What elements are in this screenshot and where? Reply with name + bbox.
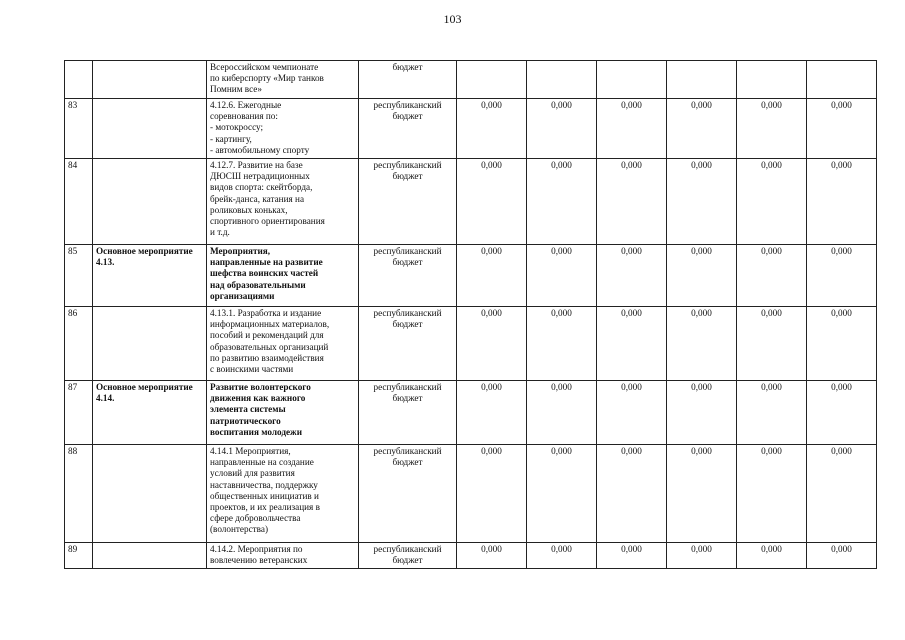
funding-source: республиканский бюджет xyxy=(359,543,457,569)
measure-code xyxy=(93,61,207,99)
amount-cell: 0,000 xyxy=(597,543,667,569)
row-number xyxy=(65,61,93,99)
table-row xyxy=(65,445,877,543)
amount-cell: 0,000 xyxy=(737,245,807,307)
funding-source: республиканский бюджет xyxy=(359,99,457,159)
amount-cell: 0,000 xyxy=(597,245,667,307)
amount-cell: 0,000 xyxy=(597,99,667,159)
amount-cell: 0,000 xyxy=(667,381,737,445)
amount-cell xyxy=(457,61,527,99)
amount-cell: 0,000 xyxy=(667,245,737,307)
amount-cell: 0,000 xyxy=(527,99,597,159)
amount-cell: 0,000 xyxy=(667,445,737,543)
funding-source: бюджет xyxy=(359,61,457,99)
description-line: Помним все» xyxy=(210,84,262,95)
amount-cell: 0,000 xyxy=(597,445,667,543)
table-row xyxy=(65,99,877,159)
amount-cell: 0,000 xyxy=(737,159,807,245)
description-line: 4.13.1. Разработка и издание xyxy=(210,308,322,318)
amount-cell: 0,000 xyxy=(457,445,527,543)
amount-cell: 0,000 xyxy=(527,543,597,569)
description-line: 4.14.2. Мероприятия по xyxy=(210,544,303,554)
description-line: - картингу, xyxy=(210,133,252,144)
amount-cell: 0,000 xyxy=(667,99,737,159)
funding-source: республиканский бюджет xyxy=(359,445,457,543)
amount-cell: 0,000 xyxy=(667,159,737,245)
description-line: соревнования по: xyxy=(210,111,278,122)
amount-cell xyxy=(597,61,667,99)
funding-source: республиканский бюджет xyxy=(359,159,457,245)
description-line: Мероприятия, xyxy=(210,246,271,256)
description-line: шефства воинских частей xyxy=(210,268,319,279)
description-line: сфере добровольчества xyxy=(210,513,301,524)
row-number: 86 xyxy=(65,307,93,381)
description-line: движения как важного xyxy=(210,393,306,404)
measure-code xyxy=(93,99,207,159)
amount-cell: 0,000 xyxy=(807,381,877,445)
amount-cell: 0,000 xyxy=(527,381,597,445)
description-line: элемента системы xyxy=(210,404,286,415)
amount-cell: 0,000 xyxy=(737,445,807,543)
amount-cell: 0,000 xyxy=(597,381,667,445)
description-line: 4.12.7. Развитие на базе xyxy=(210,160,303,170)
table-row xyxy=(65,61,877,99)
amount-cell: 0,000 xyxy=(807,159,877,245)
funding-source: республиканский бюджет xyxy=(359,307,457,381)
table-row xyxy=(65,245,877,307)
description-line: образовательных организаций xyxy=(210,341,329,352)
measure-code xyxy=(93,543,207,569)
measure-code: Основное мероприятие 4.13. xyxy=(93,245,207,307)
description-line: над образовательными xyxy=(210,279,306,290)
measure-description xyxy=(207,159,359,245)
budget-table xyxy=(64,60,877,569)
measure-description xyxy=(207,245,359,307)
description-line: - автомобильному спорту xyxy=(210,144,310,155)
amount-cell: 0,000 xyxy=(667,543,737,569)
amount-cell: 0,000 xyxy=(527,307,597,381)
amount-cell xyxy=(737,61,807,99)
measure-description xyxy=(207,381,359,445)
description-line: по киберспорту «Мир танков xyxy=(210,73,324,84)
funding-source: республиканский бюджет xyxy=(359,381,457,445)
amount-cell: 0,000 xyxy=(807,307,877,381)
description-line: патриотического xyxy=(210,415,281,426)
amount-cell: 0,000 xyxy=(737,99,807,159)
amount-cell: 0,000 xyxy=(457,307,527,381)
description-line: брейк-данса, катания на xyxy=(210,193,305,204)
row-number: 84 xyxy=(65,159,93,245)
measure-code xyxy=(93,159,207,245)
description-line: и т.д. xyxy=(210,227,230,238)
amount-cell: 0,000 xyxy=(737,381,807,445)
description-line: направленные на создание xyxy=(210,457,314,468)
description-line: информационных материалов, xyxy=(210,319,330,330)
description-line: ДЮСШ нетрадиционных xyxy=(210,171,310,182)
amount-cell: 0,000 xyxy=(597,307,667,381)
measure-description xyxy=(207,61,359,99)
description-line: по развитию взаимодействия xyxy=(210,352,324,363)
description-line: направленные на развитие xyxy=(210,257,323,268)
table-row xyxy=(65,381,877,445)
amount-cell: 0,000 xyxy=(527,445,597,543)
amount-cell: 0,000 xyxy=(527,245,597,307)
measure-code xyxy=(93,445,207,543)
description-line: наставничества, поддержку xyxy=(210,479,318,490)
row-number: 83 xyxy=(65,99,93,159)
table-row xyxy=(65,307,877,381)
row-number: 87 xyxy=(65,381,93,445)
amount-cell: 0,000 xyxy=(597,159,667,245)
amount-cell: 0,000 xyxy=(667,307,737,381)
description-line: пособий и рекомендаций для xyxy=(210,330,324,341)
table-body xyxy=(65,61,877,569)
measure-code: Основное мероприятие 4.14. xyxy=(93,381,207,445)
description-line: спортивного ориентирования xyxy=(210,216,325,227)
table-row xyxy=(65,543,877,569)
description-line: условий для развития xyxy=(210,468,295,479)
row-number: 85 xyxy=(65,245,93,307)
amount-cell xyxy=(807,61,877,99)
description-line: организациями xyxy=(210,290,275,301)
description-line: 4.14.1 Мероприятия, xyxy=(210,446,291,456)
description-line: общественных инициатив и xyxy=(210,490,319,501)
description-line: видов спорта: скейтборда, xyxy=(210,182,313,193)
amount-cell: 0,000 xyxy=(457,381,527,445)
description-line: Всероссийском чемпионате xyxy=(210,62,319,72)
amount-cell: 0,000 xyxy=(527,159,597,245)
row-number: 88 xyxy=(65,445,93,543)
row-number: 89 xyxy=(65,543,93,569)
amount-cell: 0,000 xyxy=(457,159,527,245)
amount-cell xyxy=(667,61,737,99)
description-line: с воинскими частями xyxy=(210,364,294,375)
amount-cell: 0,000 xyxy=(807,543,877,569)
measure-description xyxy=(207,543,359,569)
amount-cell: 0,000 xyxy=(807,445,877,543)
description-line: воспитания молодежи xyxy=(210,426,303,437)
description-line: роликовых коньках, xyxy=(210,204,288,215)
description-line: - мотокроссу; xyxy=(210,122,264,133)
amount-cell: 0,000 xyxy=(457,99,527,159)
description-line: проектов, и их реализация в xyxy=(210,502,320,513)
table-row xyxy=(65,159,877,245)
measure-code xyxy=(93,307,207,381)
amount-cell: 0,000 xyxy=(737,307,807,381)
amount-cell: 0,000 xyxy=(807,99,877,159)
amount-cell xyxy=(527,61,597,99)
page-number: 103 xyxy=(443,12,462,26)
amount-cell: 0,000 xyxy=(737,543,807,569)
amount-cell: 0,000 xyxy=(457,543,527,569)
measure-description xyxy=(207,99,359,159)
amount-cell: 0,000 xyxy=(457,245,527,307)
description-line: 4.12.6. Ежегодные xyxy=(210,100,282,110)
measure-description xyxy=(207,307,359,381)
description-line: вовлечению ветеранских xyxy=(210,555,308,566)
description-line: Развитие волонтерского xyxy=(210,382,311,392)
amount-cell: 0,000 xyxy=(807,245,877,307)
funding-source: республиканский бюджет xyxy=(359,245,457,307)
description-line: (волонтерства) xyxy=(210,524,269,535)
measure-description xyxy=(207,445,359,543)
